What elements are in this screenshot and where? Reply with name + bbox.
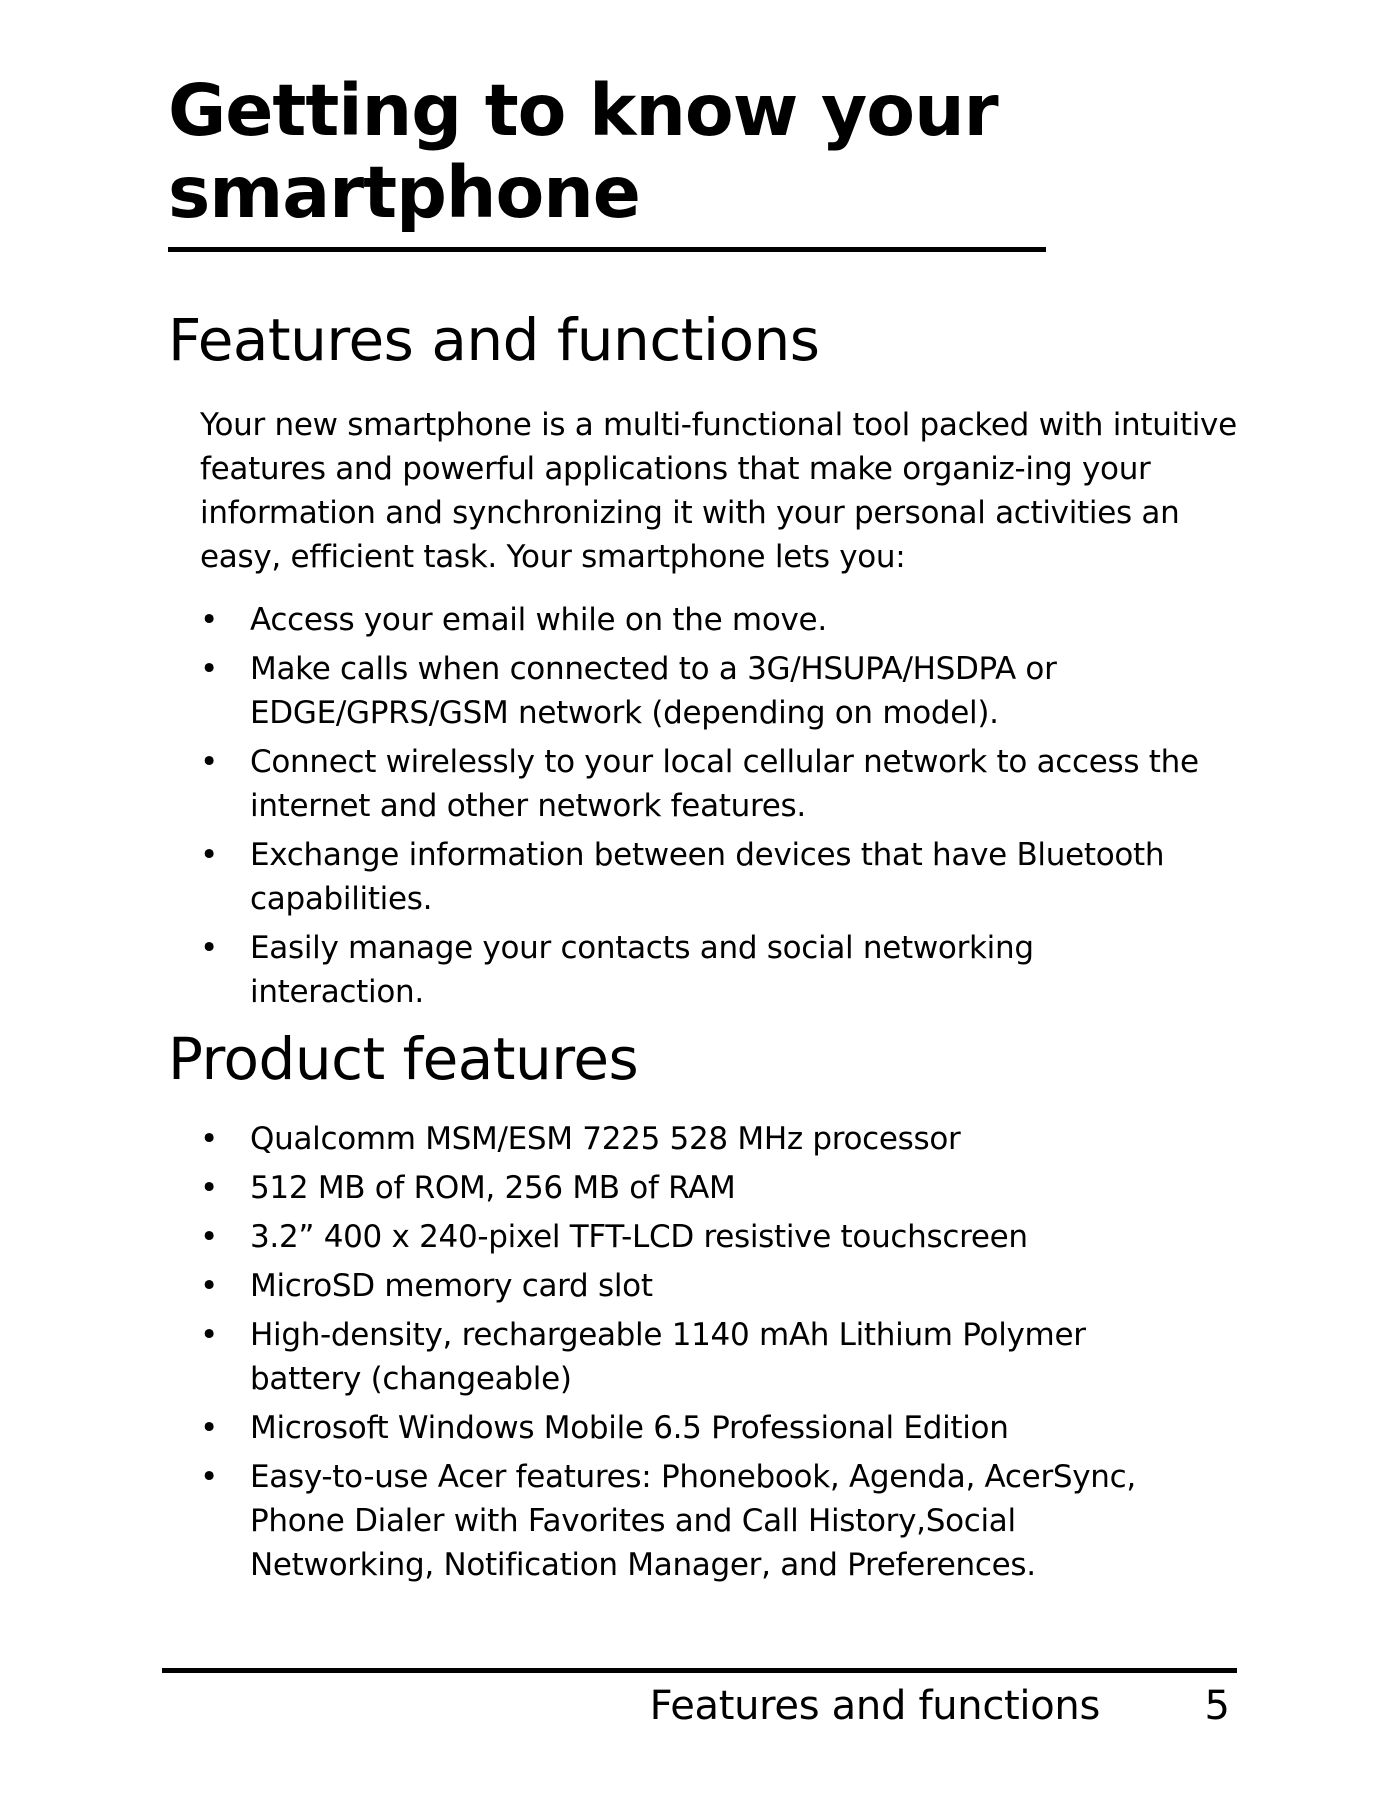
list-item-text: Access your email while on the move.: [250, 602, 827, 638]
list-item-text: Microsoft Windows Mobile 6.5 Professional Edition: [250, 1410, 1009, 1446]
footer-section-label: Features and functions: [649, 1683, 1100, 1729]
list-item: [200, 1117, 1200, 1161]
bullet-icon: •: [200, 651, 218, 687]
bullet-icon: •: [200, 1410, 218, 1446]
list-item: [200, 647, 1200, 735]
list-item: [200, 926, 1200, 1014]
list-item-text: Connect wirelessly to your local cellular network to access the internet and other network features.: [250, 744, 1199, 824]
list-item: [200, 598, 1200, 642]
list-item-text: MicroSD memory card slot: [250, 1268, 653, 1304]
product-features-bullet-list: [200, 1117, 1200, 1592]
chapter-title: Getting to know your smartphone: [168, 69, 998, 234]
bullet-icon: •: [200, 1121, 218, 1157]
list-item-text: Qualcomm MSM/ESM 7225 528 MHz processor: [250, 1121, 961, 1157]
list-item: [200, 1455, 1200, 1587]
bullet-icon: •: [200, 1268, 218, 1304]
bullet-icon: •: [200, 837, 218, 873]
bullet-icon: •: [200, 1170, 218, 1206]
list-item: [200, 1215, 1200, 1259]
list-item: [200, 1313, 1200, 1401]
page-number: 5: [1204, 1683, 1230, 1729]
list-item: [200, 1166, 1200, 1210]
intro-paragraph: Your new smartphone is a multi-functional tool packed with intuitive features and powerful applications that make organiz-ing your information and synchronizing it with your personal activities an easy, efficient task. Your smartphone lets you:: [200, 407, 1237, 575]
list-item-text: Make calls when connected to a 3G/HSUPA/HSDPA or EDGE/GPRS/GSM network (depending on model).: [250, 651, 1057, 731]
section-title-features-and-functions: Features and functions: [168, 306, 820, 374]
list-item: [200, 1406, 1200, 1450]
list-item-text: High-density, rechargeable 1140 mAh Lithium Polymer battery (changeable): [250, 1317, 1086, 1397]
bullet-icon: •: [200, 1317, 218, 1353]
section-title-product-features: Product features: [168, 1025, 639, 1093]
bullet-icon: •: [200, 602, 218, 638]
list-item-text: 3.2” 400 x 240-pixel TFT-LCD resistive touchscreen: [250, 1219, 1028, 1255]
list-item-text: Easily manage your contacts and social networking interaction.: [250, 930, 1034, 1010]
list-item: [200, 1264, 1200, 1308]
list-item: [200, 740, 1200, 828]
bullet-icon: •: [200, 1219, 218, 1255]
bullet-icon: •: [200, 930, 218, 966]
list-item-text: Exchange information between devices that have Bluetooth capabilities.: [250, 837, 1165, 917]
footer-rule: [162, 1668, 1237, 1673]
list-item: [200, 833, 1200, 921]
bullet-icon: •: [200, 744, 218, 780]
list-item-text: Easy-to-use Acer features: Phonebook, Agenda, AcerSync, Phone Dialer with Favorites and Call History,Social Networking, Notification Manager, and Preferences.: [250, 1459, 1136, 1583]
features-bullet-list: [200, 598, 1200, 1019]
bullet-icon: •: [200, 1459, 218, 1495]
list-item-text: 512 MB of ROM, 256 MB of RAM: [250, 1170, 736, 1206]
chapter-title-rule: [168, 247, 1046, 252]
